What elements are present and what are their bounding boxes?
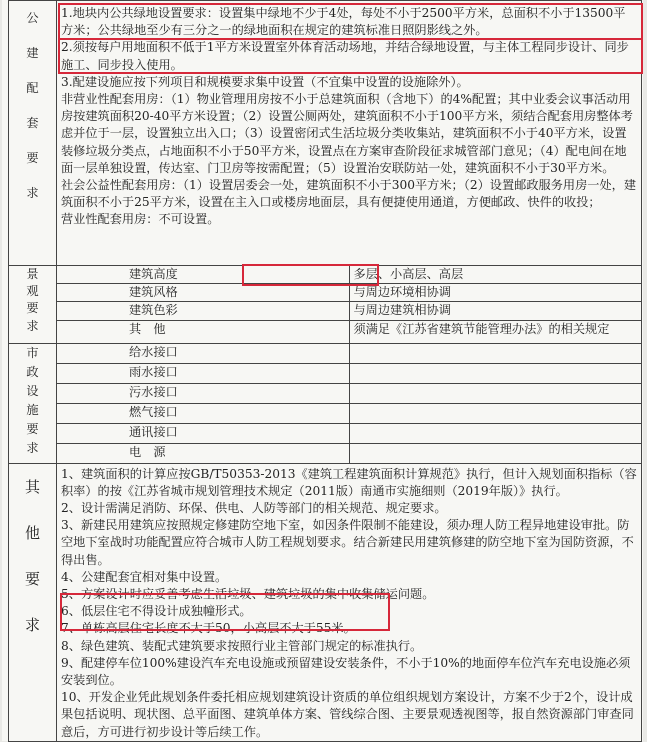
other-item-3: 3、新建民用建筑应按照规定修建防空地下室，如因条件限制不能建设，须办理人防工程异地建设审批。防空地下室战时功能配置应符合城市人防工程规划要求。结合新建民用建筑修建的防空地下室为国防资源，不得出售。 (61, 518, 634, 567)
other-requirements-row (9, 463, 642, 741)
label-char: 施 (26, 402, 39, 417)
municipal-row-1 (9, 343, 642, 363)
other-item-8: 8、绿色建筑、装配式建筑要求按照行业主管部门规定的标准执行。 (61, 638, 423, 653)
public-item-1: 1.地块内公共绿地设置要求：设置集中绿地不少于4处，每处不小于2500平方米，总面积不小于13500平方米；公共绿地至少有三分之一的绿地面积在规定的建筑标准日照阴影线之外。 (61, 6, 626, 38)
label-char: 求 (26, 440, 39, 455)
municipal-row-5 (9, 423, 642, 443)
building-color-label: 建筑色彩 (57, 302, 350, 320)
landscape-row-2 (9, 284, 642, 302)
public-item-commercial: 营业性配套用房：不可设置。 (61, 212, 220, 227)
other-item-9: 9、配建停车位100%建设汽车充电设施或预留建设安装条件，不小于10%的地面停车位汽车充电设施必须安装到位。 (61, 655, 631, 688)
landscape-row-4 (9, 320, 642, 343)
document-page (2, 0, 643, 741)
public-item-social-welfare: 社会公益性配套用房：（1）设置居委会一处，建筑面积不小于300平方米；（2）设置邮政服务用房一处，建筑面积不小于25平方米，设置在主入口或楼房地面层，具有便捷使用通道，方便邮政、快件的收投； (61, 178, 637, 210)
label-char: 要 (26, 151, 39, 165)
landscape-other-value: 须满足《江苏省建筑节能管理办法》的相关规定 (349, 320, 642, 343)
other-item-2: 2、设计需满足消防、环保、供电、人防等部门的相关规范、规定要求。 (61, 501, 447, 516)
building-color-value: 与周边建筑相协调 (349, 302, 642, 320)
other-item-1: 1、建筑面积的计算应按GB/T50353-2013《建筑工程建筑面积计算规范》执行，但计入规划面积指标（容积率）的按《江苏省城市规划管理技术规定（2011版）南通市实施细则（2019年版）》执行。 (61, 466, 637, 498)
label-char: 观 (26, 284, 39, 299)
other-item-10: 10、开发企业凭此规划条件委托相应规划建筑设计资质的单位组织规划方案设计，方案不少于2个，设计成果包括说明、现状图、总平面图、建筑单体方案、管线综合图、主要景观透视图等，报自然资源部门审查同意后，方可进行初步设计等后续工作。 (61, 690, 634, 739)
gas-label: 燃气接口 (57, 403, 350, 423)
label-char: 政 (26, 364, 39, 379)
label-char: 求 (24, 615, 40, 634)
power-label: 电 源 (57, 443, 350, 463)
municipal-row-3 (9, 383, 642, 403)
municipal-row-6 (9, 443, 642, 463)
telecom-label: 通讯接口 (57, 423, 350, 443)
public-item-2: 2.须按每户用地面积不低于1平方米设置室外体育活动场地，并结合绿地设置，与主体工程同步设计、同步施工、同步投入使用。 (61, 40, 629, 72)
landscape-row-3 (9, 302, 642, 320)
sewage-value (349, 383, 642, 403)
public-item-3: 3.配建设施应按下列项目和规模要求集中设置（不宜集中设置的设施除外）。 (61, 74, 469, 89)
other-section-label (9, 463, 57, 741)
building-height-label: 建筑高度 (57, 266, 350, 284)
label-char: 其 (24, 477, 40, 496)
power-value (349, 443, 642, 463)
public-section-content (57, 1, 642, 266)
public-item-non-commercial: 非营业性配套用房：（1）物业管理用房按不小于总建筑面积（含地下）的4%配置；其中业委会议事活动用房按建筑面积20-40平方米设置；（2）设置公厕两处，建筑面积不小于100平方米，须结合配套用房整体考虑并位于一层，设置独立出入口；（3）设置密闭式生活垃圾分类收集站，建筑面积不小于40平方米，设置装修垃圾分类点，占地面积不小于50平方米，设置点在方案审查阶段征求城管部门意见；（4）配电间在地面一层单独设置，传达室、门卫房等按需配置；（5）设置治安联防站一处，建筑面积不小于30平方米。 (61, 92, 633, 175)
municipal-section-label (9, 343, 57, 463)
label-char: 建 (26, 46, 39, 60)
municipal-row-2 (9, 363, 642, 383)
municipal-row-4 (9, 403, 642, 423)
building-style-label: 建筑风格 (57, 284, 350, 302)
sewage-label: 污水接口 (57, 383, 350, 403)
label-char: 套 (26, 116, 39, 130)
other-item-4: 4、公建配套宜相对集中设置。 (61, 569, 228, 584)
label-char: 景 (26, 267, 39, 281)
landscape-other-label: 其 他 (57, 320, 350, 343)
rainwater-value (349, 363, 642, 383)
label-char: 求 (26, 318, 39, 333)
label-char: 公 (26, 11, 39, 25)
label-char: 配 (26, 81, 39, 95)
label-char: 设 (26, 383, 39, 398)
other-section-content (57, 463, 642, 741)
public-facilities-row (9, 1, 642, 266)
landscape-row-1 (9, 266, 642, 284)
building-style-value: 与周边环境相协调 (349, 284, 642, 302)
label-char: 他 (24, 523, 40, 542)
gas-value (349, 403, 642, 423)
label-char: 市 (26, 345, 39, 360)
rainwater-label: 雨水接口 (57, 363, 350, 383)
label-char: 要 (26, 421, 39, 436)
other-item-6: 6、低层住宅不得设计成独幢形式。 (61, 604, 252, 619)
label-char: 要 (26, 301, 39, 316)
water-supply-value (349, 343, 642, 363)
label-char: 要 (24, 569, 40, 588)
water-supply-label: 给水接口 (57, 343, 350, 363)
other-item-5: 5、方案设计时应妥善考虑生活垃圾、建筑垃圾的集中收集储运问题。 (61, 587, 435, 602)
label-char: 求 (26, 186, 39, 200)
planning-conditions-table (8, 0, 642, 742)
telecom-value (349, 423, 642, 443)
other-item-7: 7、单栋高层住宅长度不大于50，小高层不大于55米。 (61, 621, 356, 636)
landscape-section-label (9, 266, 57, 344)
building-height-value: 多层、小高层、高层 (349, 266, 642, 284)
public-section-label (9, 1, 57, 266)
